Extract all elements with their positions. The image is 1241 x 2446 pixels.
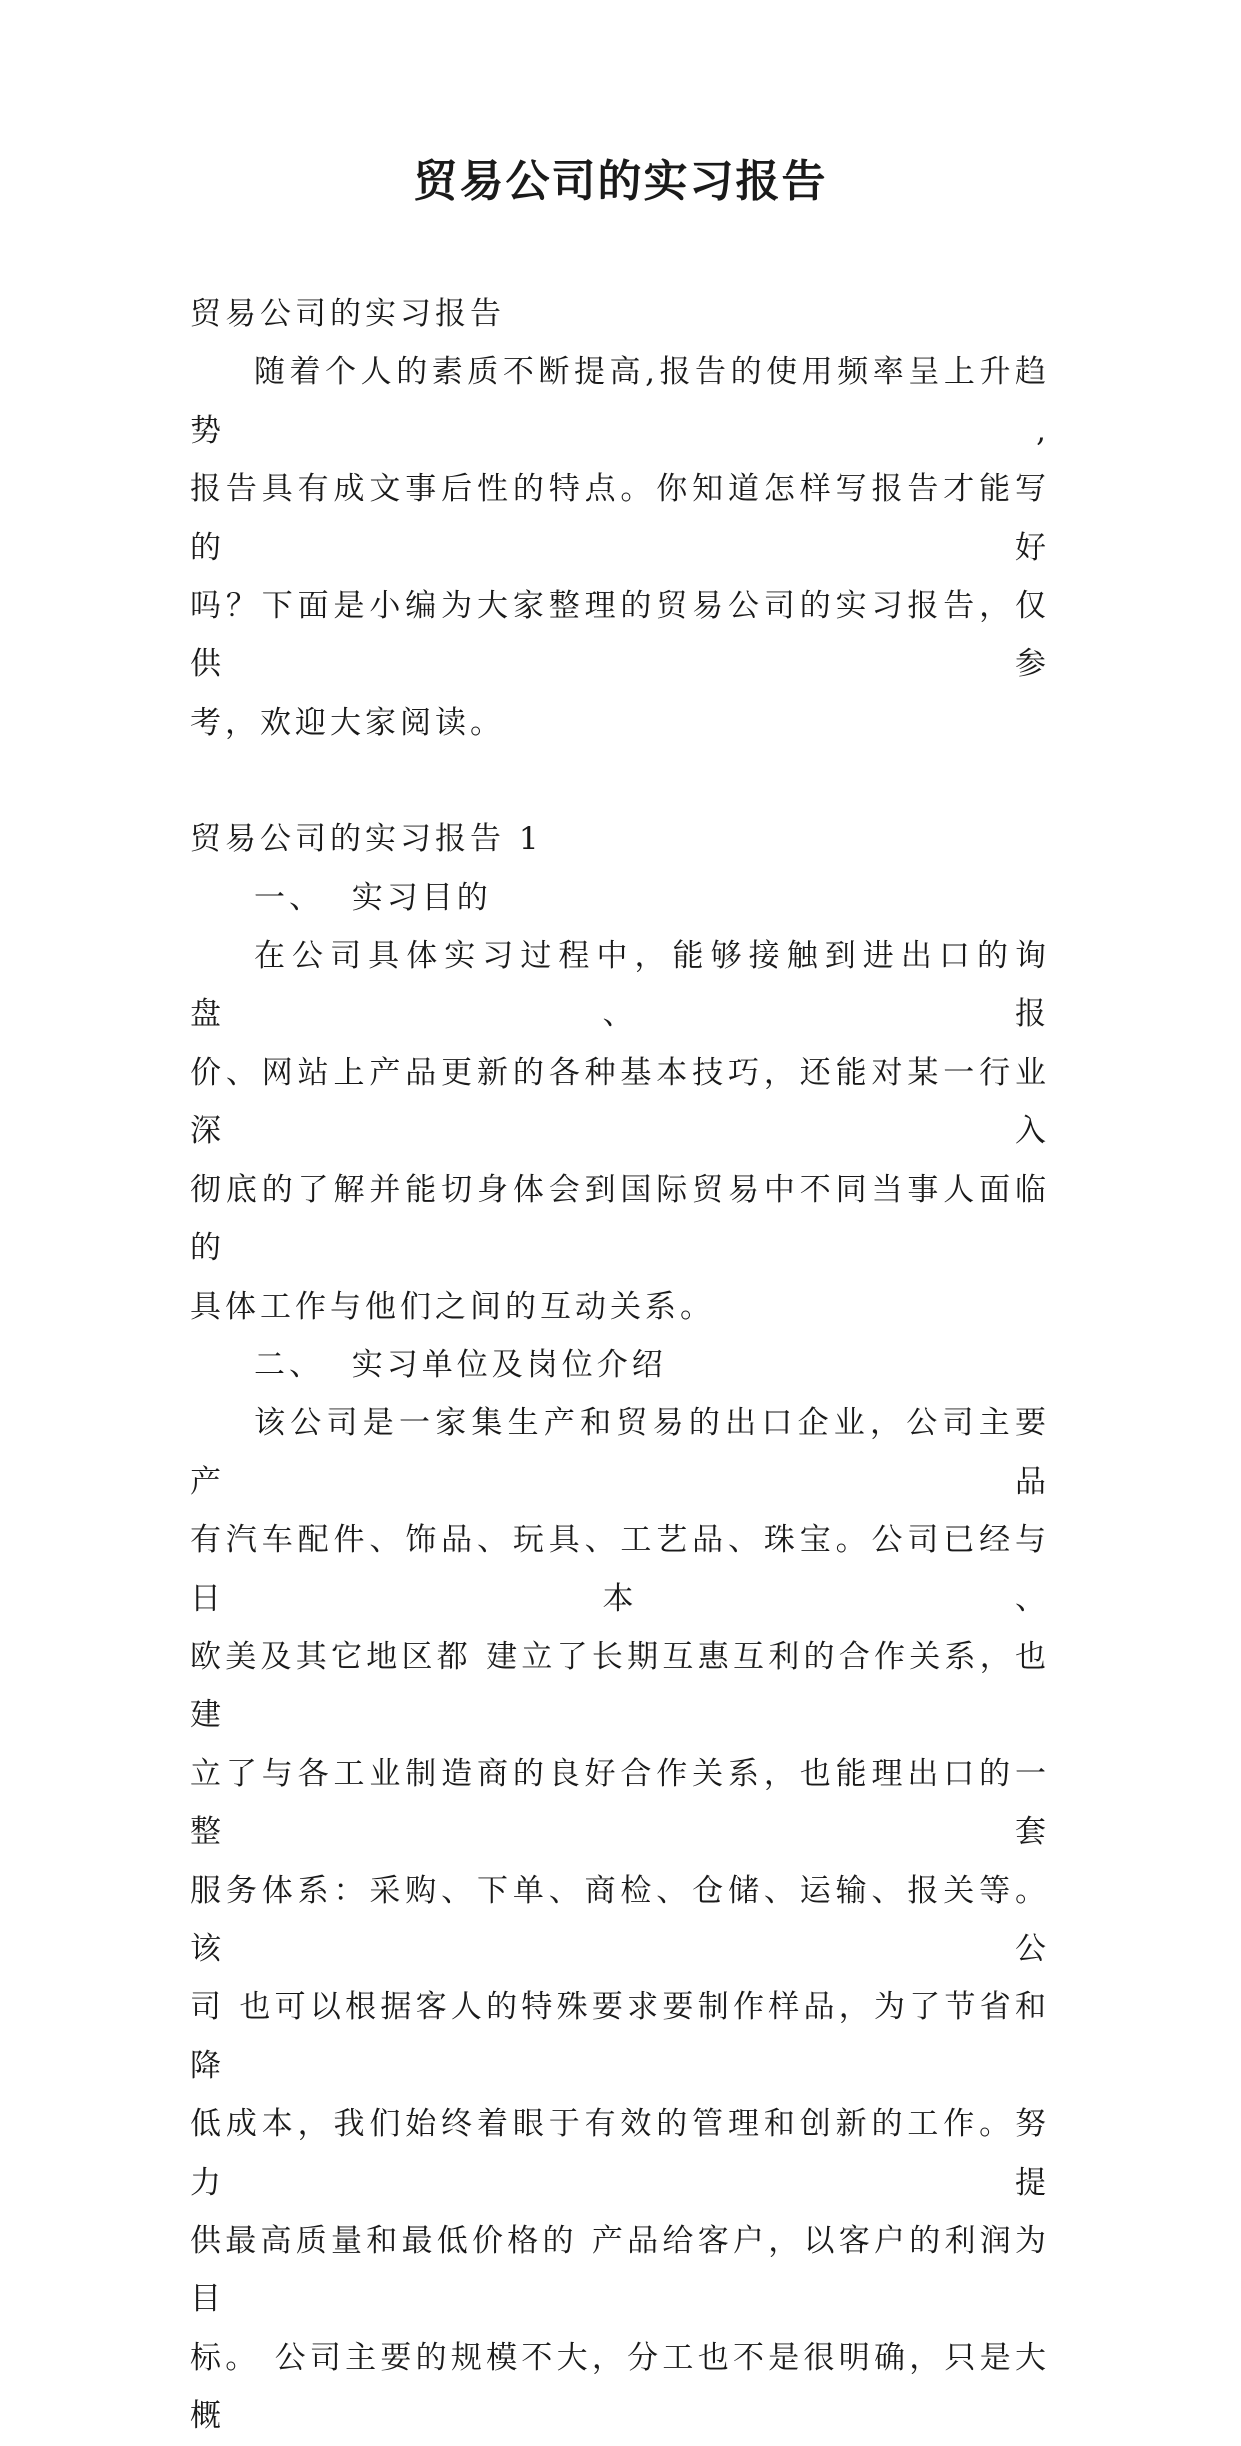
section-company-paragraph bbox=[190, 1394, 1050, 2445]
section-purpose-paragraph bbox=[190, 927, 1050, 1336]
paragraph-line: 有汽车配件、饰品、玩具、工艺品、珠宝。公司已经与日本、 bbox=[190, 1522, 1050, 1617]
section-heading-company: 二、 实习单位及岗位介绍 bbox=[254, 1346, 667, 1383]
paragraph-line: 具体工作与他们之间的互动关系。 bbox=[190, 1288, 715, 1325]
paragraph-line: 服务体系：采购、下单、商检、仓储、运输、报关等。该公 bbox=[190, 1872, 1050, 1967]
document-title: 贸易公司的实习报告 bbox=[413, 156, 828, 207]
intro-line: 报告具有成文事后性的特点。你知道怎样写报告才能写的好 bbox=[190, 471, 1050, 566]
paragraph-line: 彻底的了解并能切身体会到国际贸易中不同当事人面临的 bbox=[190, 1171, 1050, 1267]
paragraph-line: 该公司是一家集生产和贸易的出口企业，公司主要产品 bbox=[190, 1405, 1050, 1500]
paragraph-spacer bbox=[190, 752, 1050, 810]
paragraph-line: 低成本，我们始终着眼于有效的管理和创新的工作。努力提 bbox=[190, 2106, 1050, 2201]
section-heading-purpose: 一、 实习目的 bbox=[254, 879, 492, 916]
report-heading: 贸易公司的实习报告 1 bbox=[190, 821, 543, 858]
paragraph-line: 标。 公司主要的规模不大，分工也不是很明确，只是大概 bbox=[190, 2339, 1050, 2435]
paragraph-line: 在公司具体实习过程中，能够接触到进出口的询盘、报 bbox=[190, 938, 1050, 1033]
paragraph-line: 司 也可以根据客人的特殊要求要制作样品，为了节省和降 bbox=[190, 1989, 1050, 2084]
paragraph-line: 欧美及其它地区都 建立了长期互惠互利的合作关系，也建 bbox=[190, 1638, 1050, 1734]
paragraph-line: 供最高质量和最低价格的 产品给客户，以客户的利润为目 bbox=[190, 2223, 1050, 2318]
document-body bbox=[190, 285, 1050, 2446]
intro-paragraph bbox=[190, 343, 1050, 752]
intro-line: 吗？下面是小编为大家整理的贸易公司的实习报告，仅供参 bbox=[190, 588, 1050, 683]
intro-line: 随着个人的素质不断提高,报告的使用频率呈上升趋势, bbox=[190, 354, 1050, 449]
intro-line: 考，欢迎大家阅读。 bbox=[190, 704, 505, 741]
paragraph-line: 价、网站上产品更新的各种基本技巧，还能对某一行业深入 bbox=[190, 1054, 1050, 1150]
paragraph-line: 立了与各工业制造商的良好合作关系，也能理出口的一整套 bbox=[190, 1755, 1050, 1851]
document-subtitle: 贸易公司的实习报告 bbox=[190, 296, 505, 332]
